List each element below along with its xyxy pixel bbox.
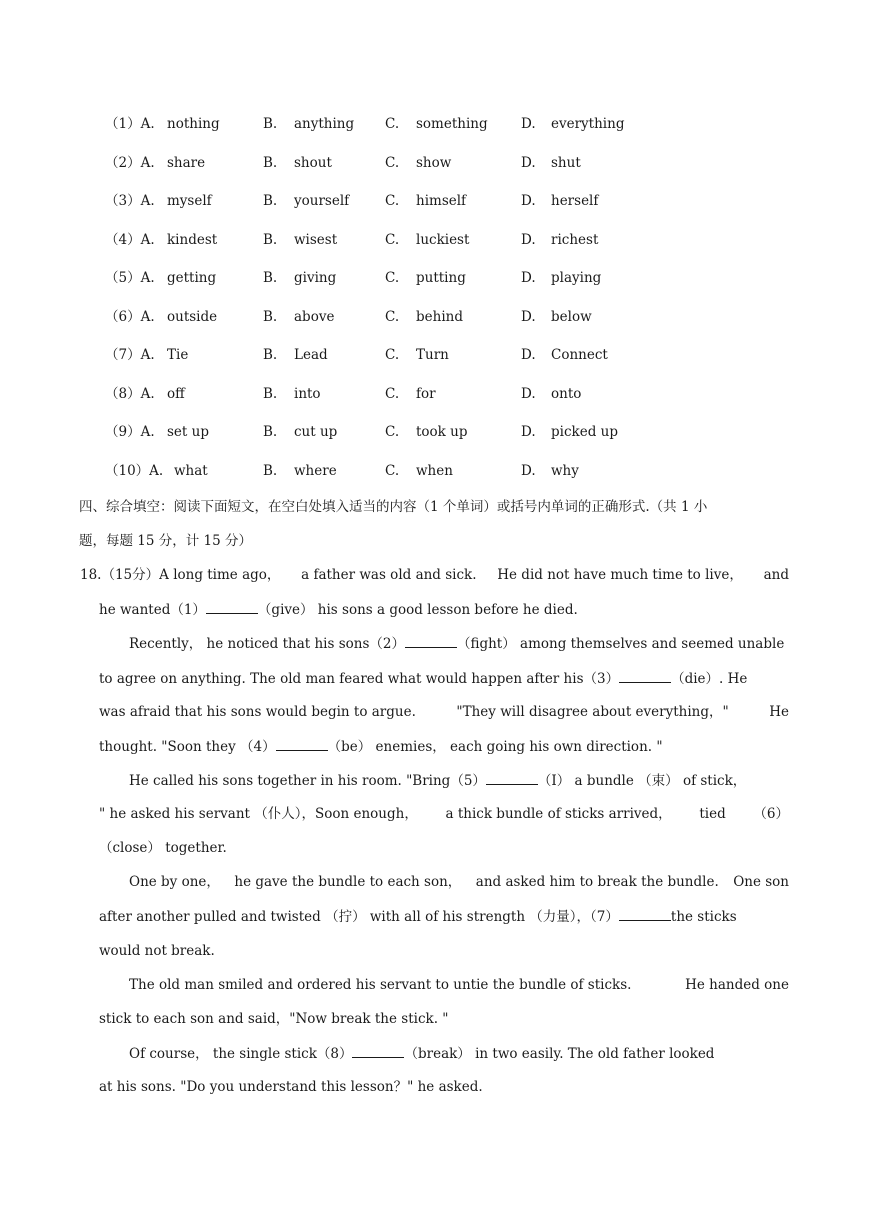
passage-line-7 xyxy=(129,770,746,790)
option-a: getting xyxy=(167,270,217,286)
answer-blank-1[interactable] xyxy=(206,599,258,614)
option-b-label: B. xyxy=(263,270,278,286)
option-d: why xyxy=(551,463,579,479)
passage-line-4 xyxy=(99,668,747,688)
answer-blank-7[interactable] xyxy=(619,906,671,921)
passage-line-10 xyxy=(129,872,789,892)
option-b: into xyxy=(294,386,321,402)
option-d: richest xyxy=(551,232,599,248)
text-segment: "They will disagree about everything，" xyxy=(456,704,729,720)
option-c: when xyxy=(416,463,453,479)
option-b-label: B. xyxy=(263,424,278,440)
option-number: （5）A. xyxy=(105,270,155,286)
text-segment: the sticks xyxy=(670,909,737,925)
option-b: yourself xyxy=(294,193,350,209)
option-number: （8）A. xyxy=(105,386,155,402)
option-a: myself xyxy=(167,193,212,209)
answer-blank-3[interactable] xyxy=(619,668,671,683)
text-segment: （I） a bundle （束） of stick， xyxy=(537,773,747,789)
option-number: （9）A. xyxy=(105,424,155,440)
option-a: outside xyxy=(167,309,218,325)
option-b: Lead xyxy=(294,347,328,363)
option-d-label: D. xyxy=(521,155,536,171)
option-c-label: C. xyxy=(385,116,400,132)
text-segment: （die）. He xyxy=(671,671,748,687)
option-d: below xyxy=(551,309,592,325)
option-b: where xyxy=(294,463,337,479)
passage-line-1 xyxy=(80,565,789,585)
option-number: （6）A. xyxy=(105,309,155,325)
option-a: kindest xyxy=(167,232,218,248)
option-d-label: D. xyxy=(521,232,536,248)
section-heading-line-1: 四、综合填空：阅读下面短文，在空白处填入适当的内容（1 个单词）或括号内单词的正确形式.（共 1 小 xyxy=(79,499,708,515)
option-c-label: C. xyxy=(385,347,400,363)
passage-line-14: stick to each son and said，"Now break the stick. " xyxy=(99,1011,449,1027)
option-d-label: D. xyxy=(521,309,536,325)
option-c: show xyxy=(416,155,452,171)
option-c: took up xyxy=(416,424,468,440)
option-d-label: D. xyxy=(521,270,536,286)
text-segment: " he asked his servant （仆人），Soon enough， xyxy=(99,806,418,822)
option-b: giving xyxy=(294,270,337,286)
text-segment: （fight） among themselves and seemed unable xyxy=(456,636,785,652)
option-d: onto xyxy=(551,386,582,402)
option-number: （1）A. xyxy=(105,116,155,132)
passage-line-3 xyxy=(129,633,784,653)
text-segment: The old man smiled and ordered his servant to untie the bundle of sticks. xyxy=(129,977,632,993)
option-c-label: C. xyxy=(385,386,400,402)
option-a: Tie xyxy=(167,347,189,363)
option-c-label: C. xyxy=(385,463,400,479)
text-segment: He handed one xyxy=(685,977,789,993)
option-c: behind xyxy=(416,309,463,325)
option-number: （4）A. xyxy=(105,232,155,248)
option-b: anything xyxy=(294,116,355,132)
option-d: everything xyxy=(551,116,625,132)
option-c-label: C. xyxy=(385,232,400,248)
option-c: for xyxy=(416,386,436,402)
passage-line-6 xyxy=(99,736,663,756)
text-segment: Recently， he noticed that his sons（2） xyxy=(129,636,405,652)
passage-line-2 xyxy=(99,599,578,619)
text-segment: He xyxy=(769,704,789,720)
option-c: putting xyxy=(416,270,466,286)
option-d: shut xyxy=(551,155,581,171)
option-b-label: B. xyxy=(263,309,278,325)
option-c: luckiest xyxy=(416,232,470,248)
option-a: nothing xyxy=(167,116,220,132)
text-segment: （6） xyxy=(753,806,789,822)
text-segment: he gave the bundle to each son， xyxy=(234,874,462,890)
passage-line-9: （close） together. xyxy=(99,840,227,856)
option-c-label: C. xyxy=(385,309,400,325)
text-segment: was afraid that his sons would begin to argue. xyxy=(99,704,416,720)
option-d-label: D. xyxy=(521,116,536,132)
text-segment: a father was old and sick. xyxy=(301,567,477,583)
option-c-label: C. xyxy=(385,270,400,286)
text-segment: （give） his sons a good lesson before he died. xyxy=(257,602,578,618)
text-segment: （be） enemies， each going his own direction. " xyxy=(327,739,663,755)
option-number: （3）A. xyxy=(105,193,155,209)
option-number: （7）A. xyxy=(105,347,155,363)
option-a: what xyxy=(174,463,208,479)
option-c: something xyxy=(416,116,488,132)
option-d-label: D. xyxy=(521,347,536,363)
text-segment: after another pulled and twisted （拧） with all of his strength （力量），（7） xyxy=(99,909,619,925)
option-b-label: B. xyxy=(263,347,278,363)
text-segment: tied xyxy=(699,806,726,822)
option-b-label: B. xyxy=(263,232,278,248)
option-b: cut up xyxy=(294,424,338,440)
answer-blank-5[interactable] xyxy=(486,770,538,785)
text-segment: Of course， the single stick（8） xyxy=(129,1046,353,1062)
option-a: share xyxy=(167,155,206,171)
text-segment: and xyxy=(763,567,789,583)
passage-line-8 xyxy=(99,804,789,824)
option-b-label: B. xyxy=(263,193,278,209)
passage-line-12: would not break. xyxy=(99,943,215,959)
option-number: （10）A. xyxy=(105,463,164,479)
option-d: playing xyxy=(551,270,602,286)
question-stem: 18.（15分）A long time ago， xyxy=(80,567,281,583)
answer-blank-2[interactable] xyxy=(405,633,457,648)
text-segment: thought. "Soon they （4） xyxy=(99,739,276,755)
option-c-label: C. xyxy=(385,193,400,209)
answer-blank-8[interactable] xyxy=(352,1043,404,1058)
text-segment: he wanted（1） xyxy=(99,602,206,618)
passage-line-5 xyxy=(99,702,789,722)
option-a: set up xyxy=(167,424,209,440)
passage-line-13 xyxy=(129,975,789,995)
option-b-label: B. xyxy=(263,386,278,402)
option-c-label: C. xyxy=(385,424,400,440)
option-b-label: B. xyxy=(263,463,278,479)
option-number: （2）A. xyxy=(105,155,155,171)
option-d-label: D. xyxy=(521,193,536,209)
text-segment: a thick bundle of sticks arrived， xyxy=(445,806,672,822)
option-c: Turn xyxy=(416,347,449,363)
text-segment: （break） in two easily. The old father looked xyxy=(404,1046,715,1062)
option-d-label: D. xyxy=(521,424,536,440)
passage-line-11 xyxy=(99,906,737,926)
option-d-label: D. xyxy=(521,463,536,479)
option-d: picked up xyxy=(551,424,618,440)
text-segment: and asked him to break the bundle. xyxy=(475,874,719,890)
text-segment: One son xyxy=(733,874,789,890)
text-segment: He did not have much time to live， xyxy=(497,567,743,583)
option-a: off xyxy=(167,386,185,402)
text-segment: He called his sons together in his room. "Bring（5） xyxy=(129,773,486,789)
option-b: above xyxy=(294,309,335,325)
text-segment: to agree on anything. The old man feared what would happen after his（3） xyxy=(99,671,620,687)
option-c: himself xyxy=(416,193,467,209)
option-b-label: B. xyxy=(263,116,278,132)
option-b: wisest xyxy=(294,232,338,248)
answer-blank-4[interactable] xyxy=(276,736,328,751)
option-d-label: D. xyxy=(521,386,536,402)
section-heading-line-2: 题，每题 15 分，计 15 分） xyxy=(79,533,253,549)
passage-line-15 xyxy=(129,1043,714,1063)
option-c-label: C. xyxy=(385,155,400,171)
option-b: shout xyxy=(294,155,332,171)
option-b-label: B. xyxy=(263,155,278,171)
option-d: herself xyxy=(551,193,599,209)
passage-line-16: at his sons. "Do you understand this lesson？" he asked. xyxy=(99,1079,483,1095)
text-segment: One by one， xyxy=(129,874,220,890)
option-d: Connect xyxy=(551,347,608,363)
